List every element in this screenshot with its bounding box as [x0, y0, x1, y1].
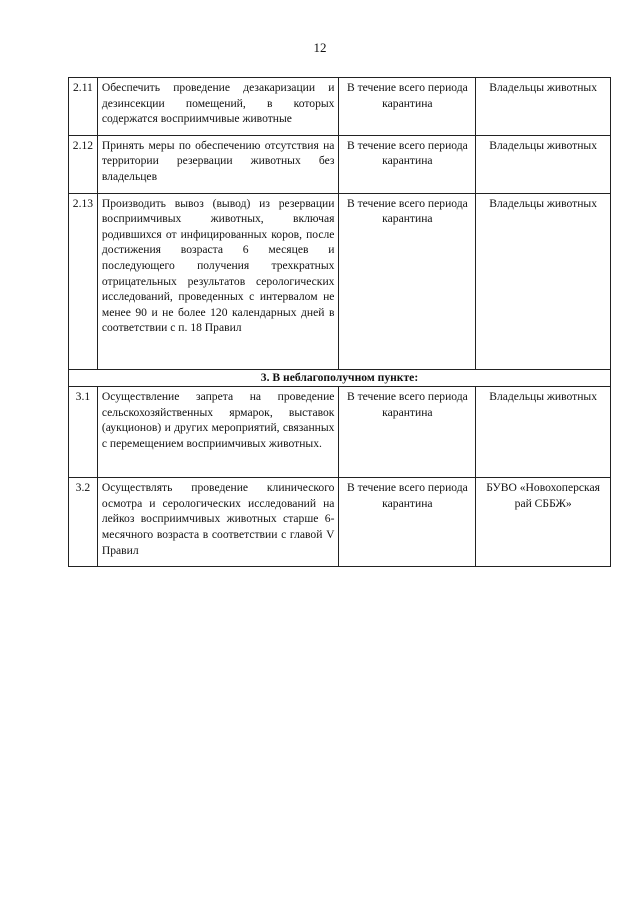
- item-number: 2.12: [69, 135, 98, 193]
- responsible-text: Владельцы животных: [476, 387, 611, 478]
- measure-text: Принять меры по обеспечению отсутствия на территории резервации животных без владельцев: [97, 135, 339, 193]
- table-row: [69, 135, 611, 193]
- table-row: [69, 387, 611, 478]
- item-number: 2.13: [69, 193, 98, 369]
- item-number: 2.11: [69, 78, 98, 136]
- table-row: [69, 78, 611, 136]
- measures-table: [68, 77, 611, 567]
- responsible-text: Владельцы животных: [476, 135, 611, 193]
- page-number: 12: [313, 40, 327, 55]
- measure-text: Обеспечить проведение дезакаризации и дезинсекции помещений, в которых содержатся восприимчивые животные: [97, 78, 339, 136]
- responsible-text: БУВО «Новохоперская рай СББЖ»: [476, 478, 611, 567]
- item-number: 3.2: [69, 478, 98, 567]
- term-text: В течение всего периода карантина: [339, 78, 476, 136]
- measure-text: Производить вывоз (вывод) из резервации восприимчивых животных, включая родившихся от инфицированных коров, после достижения возраста 6 месяцев и последующего получения трехкратных отрицательных результатов серологических исследований, проведенных с интервалом не менее 90 и не более 120 календарных дней в соответствии с п. 18 Правил: [97, 193, 339, 369]
- table-row: [69, 193, 611, 369]
- measure-text: Осуществлять проведение клинического осмотра и серологических исследований на лейкоз восприимчивых животных старше 6-месячного возраста в соответствии с главой V Правил: [97, 478, 339, 567]
- item-number: 3.1: [69, 387, 98, 478]
- term-text: В течение всего периода карантина: [339, 193, 476, 369]
- measure-text: Осуществление запрета на проведение сельскохозяйственных ярмарок, выставок (аукционов) и других мероприятий, связанных с перемещением восприимчивых животных.: [97, 387, 339, 478]
- table-row: [69, 478, 611, 567]
- responsible-text: Владельцы животных: [476, 78, 611, 136]
- term-text: В течение всего периода карантина: [339, 135, 476, 193]
- section-heading: 3. В неблагополучном пункте:: [69, 369, 611, 387]
- term-text: В течение всего периода карантина: [339, 387, 476, 478]
- term-text: В течение всего периода карантина: [339, 478, 476, 567]
- responsible-text: Владельцы животных: [476, 193, 611, 369]
- section-heading-row: [69, 369, 611, 387]
